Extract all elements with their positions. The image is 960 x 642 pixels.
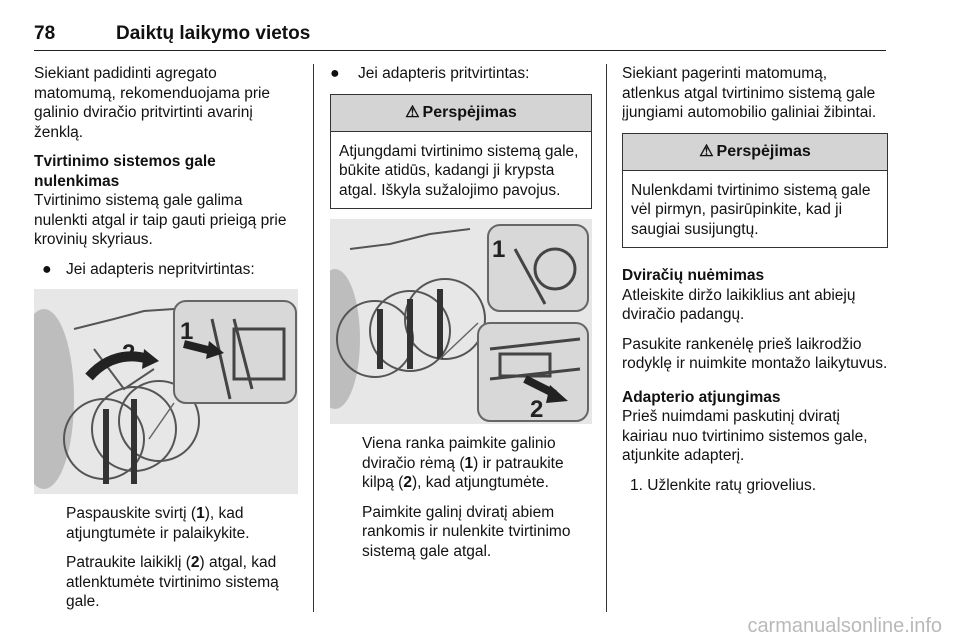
col3-heading1-body2: Pasukite rankenėlę prieš laikrodžio rodyklę ir nuimkite montažo laikytuvus.	[622, 335, 888, 372]
bullet-dot: ●	[42, 260, 52, 278]
step1-post: ), kad atjungtumėte ir palaikykite.	[66, 505, 250, 542]
list-item-text: Užlenkite ratų griovelius.	[647, 476, 817, 494]
step1-num2: 2	[403, 474, 412, 491]
step2-pre: Patraukite laikiklį (	[66, 554, 191, 571]
page-number: 78	[34, 23, 56, 44]
watermark: carmanualsonline.info	[747, 615, 942, 637]
figure-label-2: 2	[122, 340, 136, 367]
figure-label-1: 1	[180, 318, 194, 345]
step1-num: 1	[196, 505, 205, 522]
column-3	[622, 64, 888, 505]
step1-post: ), kad atjungtumėte.	[411, 474, 549, 491]
col2-step2: Paimkite galinį dviratį abiem rankomis ir nulenkite tvirtinimo sistemą gale atgal.	[362, 503, 571, 560]
col1-bullet	[34, 260, 298, 280]
column-divider-1	[313, 64, 314, 612]
step1-pre: Viena ranka paimkite galinio dviračio rėmą (	[362, 435, 556, 472]
warning-triangle-icon: ⚠	[699, 142, 714, 160]
warning-header	[331, 95, 591, 132]
col3-heading-2: Adapterio atjungimas	[622, 388, 781, 406]
step1-mid: ) ir patraukite kilpą (	[362, 454, 564, 491]
illustration-rack-loop	[330, 219, 592, 424]
figure-label-1: 1	[492, 236, 506, 263]
col1-step1	[34, 504, 298, 543]
warning-triangle-icon: ⚠	[405, 103, 420, 121]
warning-header	[623, 134, 887, 171]
warning-text: Atjungdami tvirtinimo sistemą gale, būkite atidūs, kadangi ji krypsta atgal. Iškyla sužalojimo pavojus.	[339, 142, 579, 199]
page-title: Daiktų laikymo vietos	[116, 23, 311, 44]
warning-text: Nulenkdami tvirtinimo sistemą gale vėl pirmyn, pasirūpinkite, kad ji saugiai susijungtų.	[631, 181, 871, 238]
step2-num: 2	[190, 554, 200, 571]
column-2	[330, 64, 592, 571]
column-1	[34, 64, 298, 622]
col2-step1	[330, 434, 592, 493]
col1-heading-body: Tvirtinimo sistemą gale galima nulenkti atgal ir taip gauti prieigą prie krovinių skyriaus.	[34, 192, 287, 248]
col1-bullet-text: Jei adapteris nepritvirtintas:	[66, 260, 255, 278]
warning-title: Perspėjimas	[422, 103, 517, 121]
step1-pre: Paspauskite svirtį (	[66, 505, 197, 522]
column-divider-2	[606, 64, 607, 612]
warning-box	[330, 94, 592, 210]
col3-heading-1: Dviračių nuėmimas	[622, 267, 765, 284]
figure-label-2: 2	[530, 396, 544, 423]
col1-heading: Tvirtinimo sistemos gale nulenkimas	[34, 153, 216, 190]
bullet-dot: ●	[330, 65, 340, 82]
col1-intro: Siekiant padidinti agregato matomumą, rekomenduojama prie galinio dviračio pritvirtinti avarinį ženklą.	[34, 65, 271, 141]
col3-intro: Siekiant pagerinti matomumą, atlenkus atgal tvirtinimo sistemą gale įjungiami automobilio galiniai žibintai.	[622, 65, 877, 121]
page-header	[34, 22, 886, 51]
col2-bullet	[330, 64, 592, 84]
illustration-rack-lever	[34, 289, 298, 494]
col3-heading1-body1: Atleiskite diržo laikiklius ant abiejų dviračio padangų.	[622, 286, 856, 323]
numbered-list-item	[622, 476, 888, 496]
warning-box	[622, 133, 888, 249]
warning-title: Perspėjimas	[716, 142, 811, 160]
list-item-number: 1.	[630, 476, 643, 494]
col2-bullet-text: Jei adapteris pritvirtintas:	[358, 65, 530, 82]
step1-num: 1	[464, 454, 474, 472]
col1-step2	[34, 553, 298, 612]
col3-heading2-body: Prieš nuimdami paskutinį dviratį kairiau nuo tvirtinimo sistemos gale, atjunkite adapterį.	[622, 408, 868, 464]
step2-post: ) atgal, kad atlenktumėte tvirtinimo sistemą gale.	[66, 554, 279, 610]
